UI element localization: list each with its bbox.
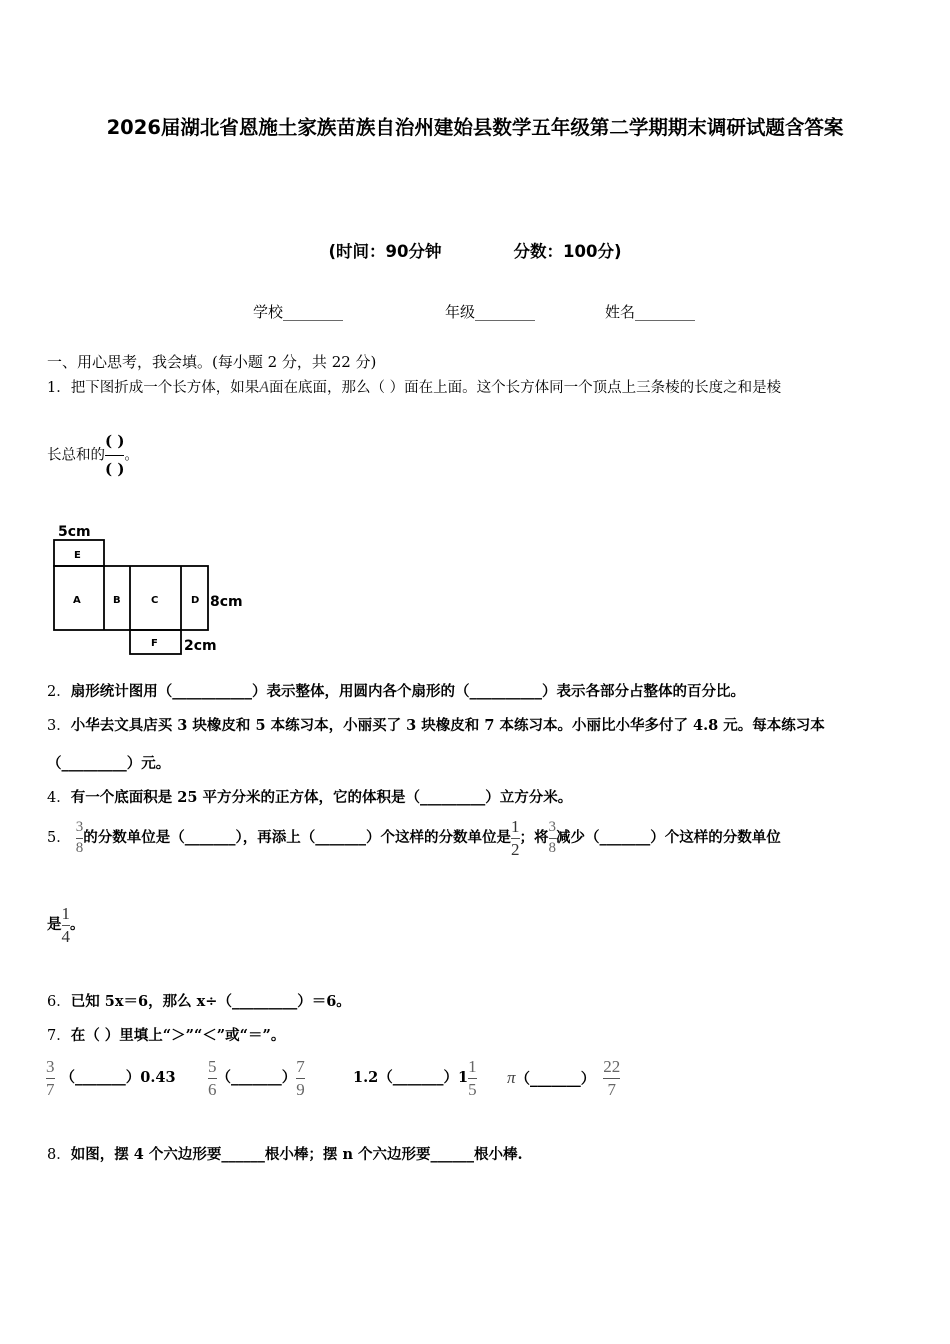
fraction-3-8-second: $\frac{3}{8}$ [548, 819, 557, 856]
comparison-3: 1.2（_______）1 $\frac{1}{5}$ [353, 1057, 477, 1099]
question-7: 7．在（ ）里填上“＞”“＜”或“＝”。 [47, 1027, 286, 1044]
exam-meta [0, 238, 950, 262]
question-1-continuation: 长总和的 ( ) ( ) 。 [47, 432, 139, 478]
question-number: 4． [47, 790, 71, 806]
question-8: 8．如图，摆 4 个六边形要______根小棒；摆 n 个六边形要______根小棒. [47, 1146, 523, 1163]
question-number: 8． [47, 1147, 71, 1163]
comparison-4: π（_______） $\frac{22}{7}$ [507, 1057, 621, 1099]
school-field[interactable]: 学校________ [253, 303, 344, 321]
face-c: C [151, 595, 159, 606]
face-e: E [74, 550, 81, 561]
question-4: 4．有一个底面积是 25 平方分米的正方体，它的体积是（_________）立方分米。 [47, 789, 573, 806]
question-1: 1．把下图折成一个长方体，如果A面在底面，那么（ ）面在上面。这个长方体同一个顶点上三条棱的长度之和是棱 [47, 379, 782, 396]
question-3: 3．小华去文具店买 3 块橡皮和 5 本练习本，小丽买了 3 块橡皮和 7 本练习本。小丽比小华多付了 4.8 元。每本练习本 [47, 717, 825, 734]
question-number: 3． [47, 718, 71, 734]
name-field[interactable]: 姓名________ [605, 303, 696, 321]
pi-symbol: π [507, 1068, 516, 1087]
question-6: 6．已知 5x＝6，那么 x÷（_________）＝6。 [47, 993, 351, 1010]
answer-fraction[interactable]: ( ) ( ) [105, 432, 125, 478]
comparison-2: $\frac{5}{6}$ （_______） $\frac{7}{9}$ [208, 1057, 305, 1099]
grade-field[interactable]: 年级________ [445, 303, 536, 321]
question-number: 5． [47, 830, 71, 846]
page-title: 2026届湖北省恩施土家族苗族自治州建始县数学五年级第二学期期末调研试题含答案 [106, 116, 844, 139]
face-d: D [191, 595, 200, 606]
face-b: B [113, 595, 121, 606]
exam-time: (时间：90分钟 [328, 242, 442, 261]
dim-8cm: 8cm [210, 594, 243, 610]
question-5: 5． $\frac{3}{8}$ 的分数单位是（_______），再添上（_______）个这样的分数单位是 $\frac{1}{2}$ ；将 $\frac{3}{8}$ 减少（_______）个这样的分数单位 [47, 817, 781, 859]
question-3-continuation: （_________）元。 [47, 755, 171, 772]
question-number: 1． [47, 380, 71, 396]
question-2: 2．扇形统计图用（___________）表示整体，用圆内各个扇形的（__________）表示各部分占整体的百分比。 [47, 683, 745, 700]
comparison-1: $\frac{3}{7}$ （_______）0.43 [46, 1057, 176, 1099]
cuboid-net-diagram [50, 520, 260, 660]
dim-5cm: 5cm [58, 524, 91, 540]
question-number: 6． [47, 994, 71, 1010]
dim-2cm: 2cm [184, 638, 217, 654]
question-number: 7． [47, 1028, 71, 1044]
section-heading: 一、用心思考，我会填。(每小题 2 分，共 22 分) [47, 353, 377, 371]
fraction-1-4: $\frac{1}{4}$ [61, 904, 70, 946]
exam-score: 分数：100分) [513, 242, 622, 261]
fraction-1-2: $\frac{1}{2}$ [511, 817, 520, 859]
question-number: 2． [47, 684, 71, 700]
question-5-continuation: 是 $\frac{1}{4}$ 。 [47, 904, 85, 946]
face-f: F [151, 638, 158, 649]
face-a: A [73, 595, 81, 606]
fraction-3-8: $\frac{3}{8}$ [75, 819, 84, 856]
